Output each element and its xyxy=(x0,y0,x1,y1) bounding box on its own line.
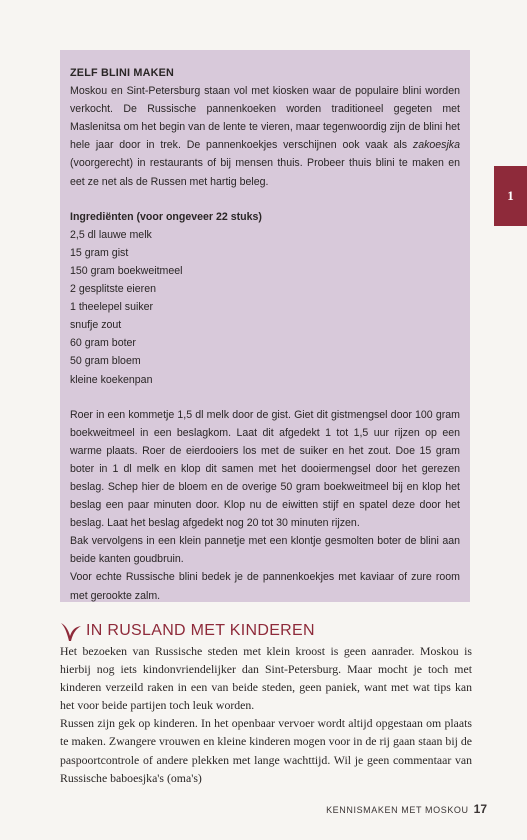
ingredient-item: 2,5 dl lauwe melk xyxy=(70,228,152,241)
running-head: KENNISMAKEN MET MOSKOU xyxy=(326,805,469,815)
section-title: IN RUSLAND MET KINDEREN xyxy=(86,622,315,639)
page-number: 17 xyxy=(473,802,487,816)
intro-italic-term: zakoesjka xyxy=(412,139,460,152)
ingredients-list xyxy=(70,226,460,389)
ingredients-heading: Ingrediënten (voor ongeveer 22 stuks) xyxy=(70,210,262,223)
recipe-method xyxy=(70,406,460,605)
recipe-intro xyxy=(70,82,460,191)
method-paragraph: Roer in een kommetje 1,5 dl melk door de gist. Giet dit gistmengsel door 100 gram boekweitmeel in een beslagkom. Laat dit afgedekt 1 tot 1,5 uur rijzen op een warme plaats. Roer de eierdooiers los met de suiker en het zout. Doe 15 gram boter in 1 dl melk en klop dit samen met het dooiermengsel door het gerezen beslag. Schep hier de bloem en de overige 50 gram boekweitmeel bij en klop het beslag een paar minuten door. Klop nu de eiwitten stijf en spatel deze door het beslag. Laat het beslag afgedekt nog 20 tot 30 minuten rijzen. xyxy=(70,408,460,530)
method-paragraph: Bak vervolgens in een klein pannetje met een klontje gesmolten boter de blini aan beide kanten goudbruin. xyxy=(70,535,460,566)
recipe-title: ZELF BLINI MAKEN xyxy=(70,67,174,79)
ingredient-item: kleine koekenpan xyxy=(70,373,153,386)
section-body xyxy=(60,642,472,787)
intro-text-end: (voorgerecht) in restaurants of bij mensen thuis. Probeer thuis blini te maken en eet ze net als de Russen met hartig beleg. xyxy=(70,157,460,188)
ingredient-item: 150 gram boekweitmeel xyxy=(70,264,183,277)
ingredient-item: 2 gesplitste eieren xyxy=(70,283,156,296)
ingredient-item: 60 gram boter xyxy=(70,337,136,350)
intro-text-start: Moskou en Sint-Petersburg staan vol met kiosken waar de populaire blini worden verkocht. De Russische pannenkoeken worden traditioneel gegeten met Maslenitsa om het begin van de lente te vieren, maar tegenwoordig zijn de blini het hele jaar door in trek. De pannenkoekjes verschijnen ook vaak als xyxy=(70,85,460,152)
ingredient-item: 50 gram bloem xyxy=(70,355,141,368)
chapter-tab: 1 xyxy=(494,166,527,226)
bird-icon xyxy=(60,620,82,642)
section-heading xyxy=(60,620,315,642)
ingredient-item: 1 theelepel suiker xyxy=(70,301,154,314)
recipe-box xyxy=(60,50,470,602)
ingredient-item: snufje zout xyxy=(70,319,122,332)
body-paragraph: Het bezoeken van Russische steden met klein kroost is geen aanrader. Moskou is hierbij nog iets kindonvriendelijker dan Sint-Petersburg. Maar mocht je toch met kinderen verzeild raken in een van beide steden, geen paniek, want met wat tips kan het voor beide partijen toch leuk worden. xyxy=(60,644,472,713)
method-paragraph: Voor echte Russische blini bedek je de pannenkoekjes met kaviaar of zure room met gerookte zalm. xyxy=(70,571,460,602)
body-paragraph: Russen zijn gek op kinderen. In het openbaar vervoer wordt altijd opgestaan om plaats te maken. Zwangere vrouwen en kleine kinderen mogen voor in de rij gaan staan bij de paspoortcontrole of andere plekken met lange wachttijd. Wil je geen commentaar van Russische baboesjka's (oma's) xyxy=(60,716,472,785)
ingredient-item: 15 gram gist xyxy=(70,246,129,259)
page-footer xyxy=(326,802,487,816)
